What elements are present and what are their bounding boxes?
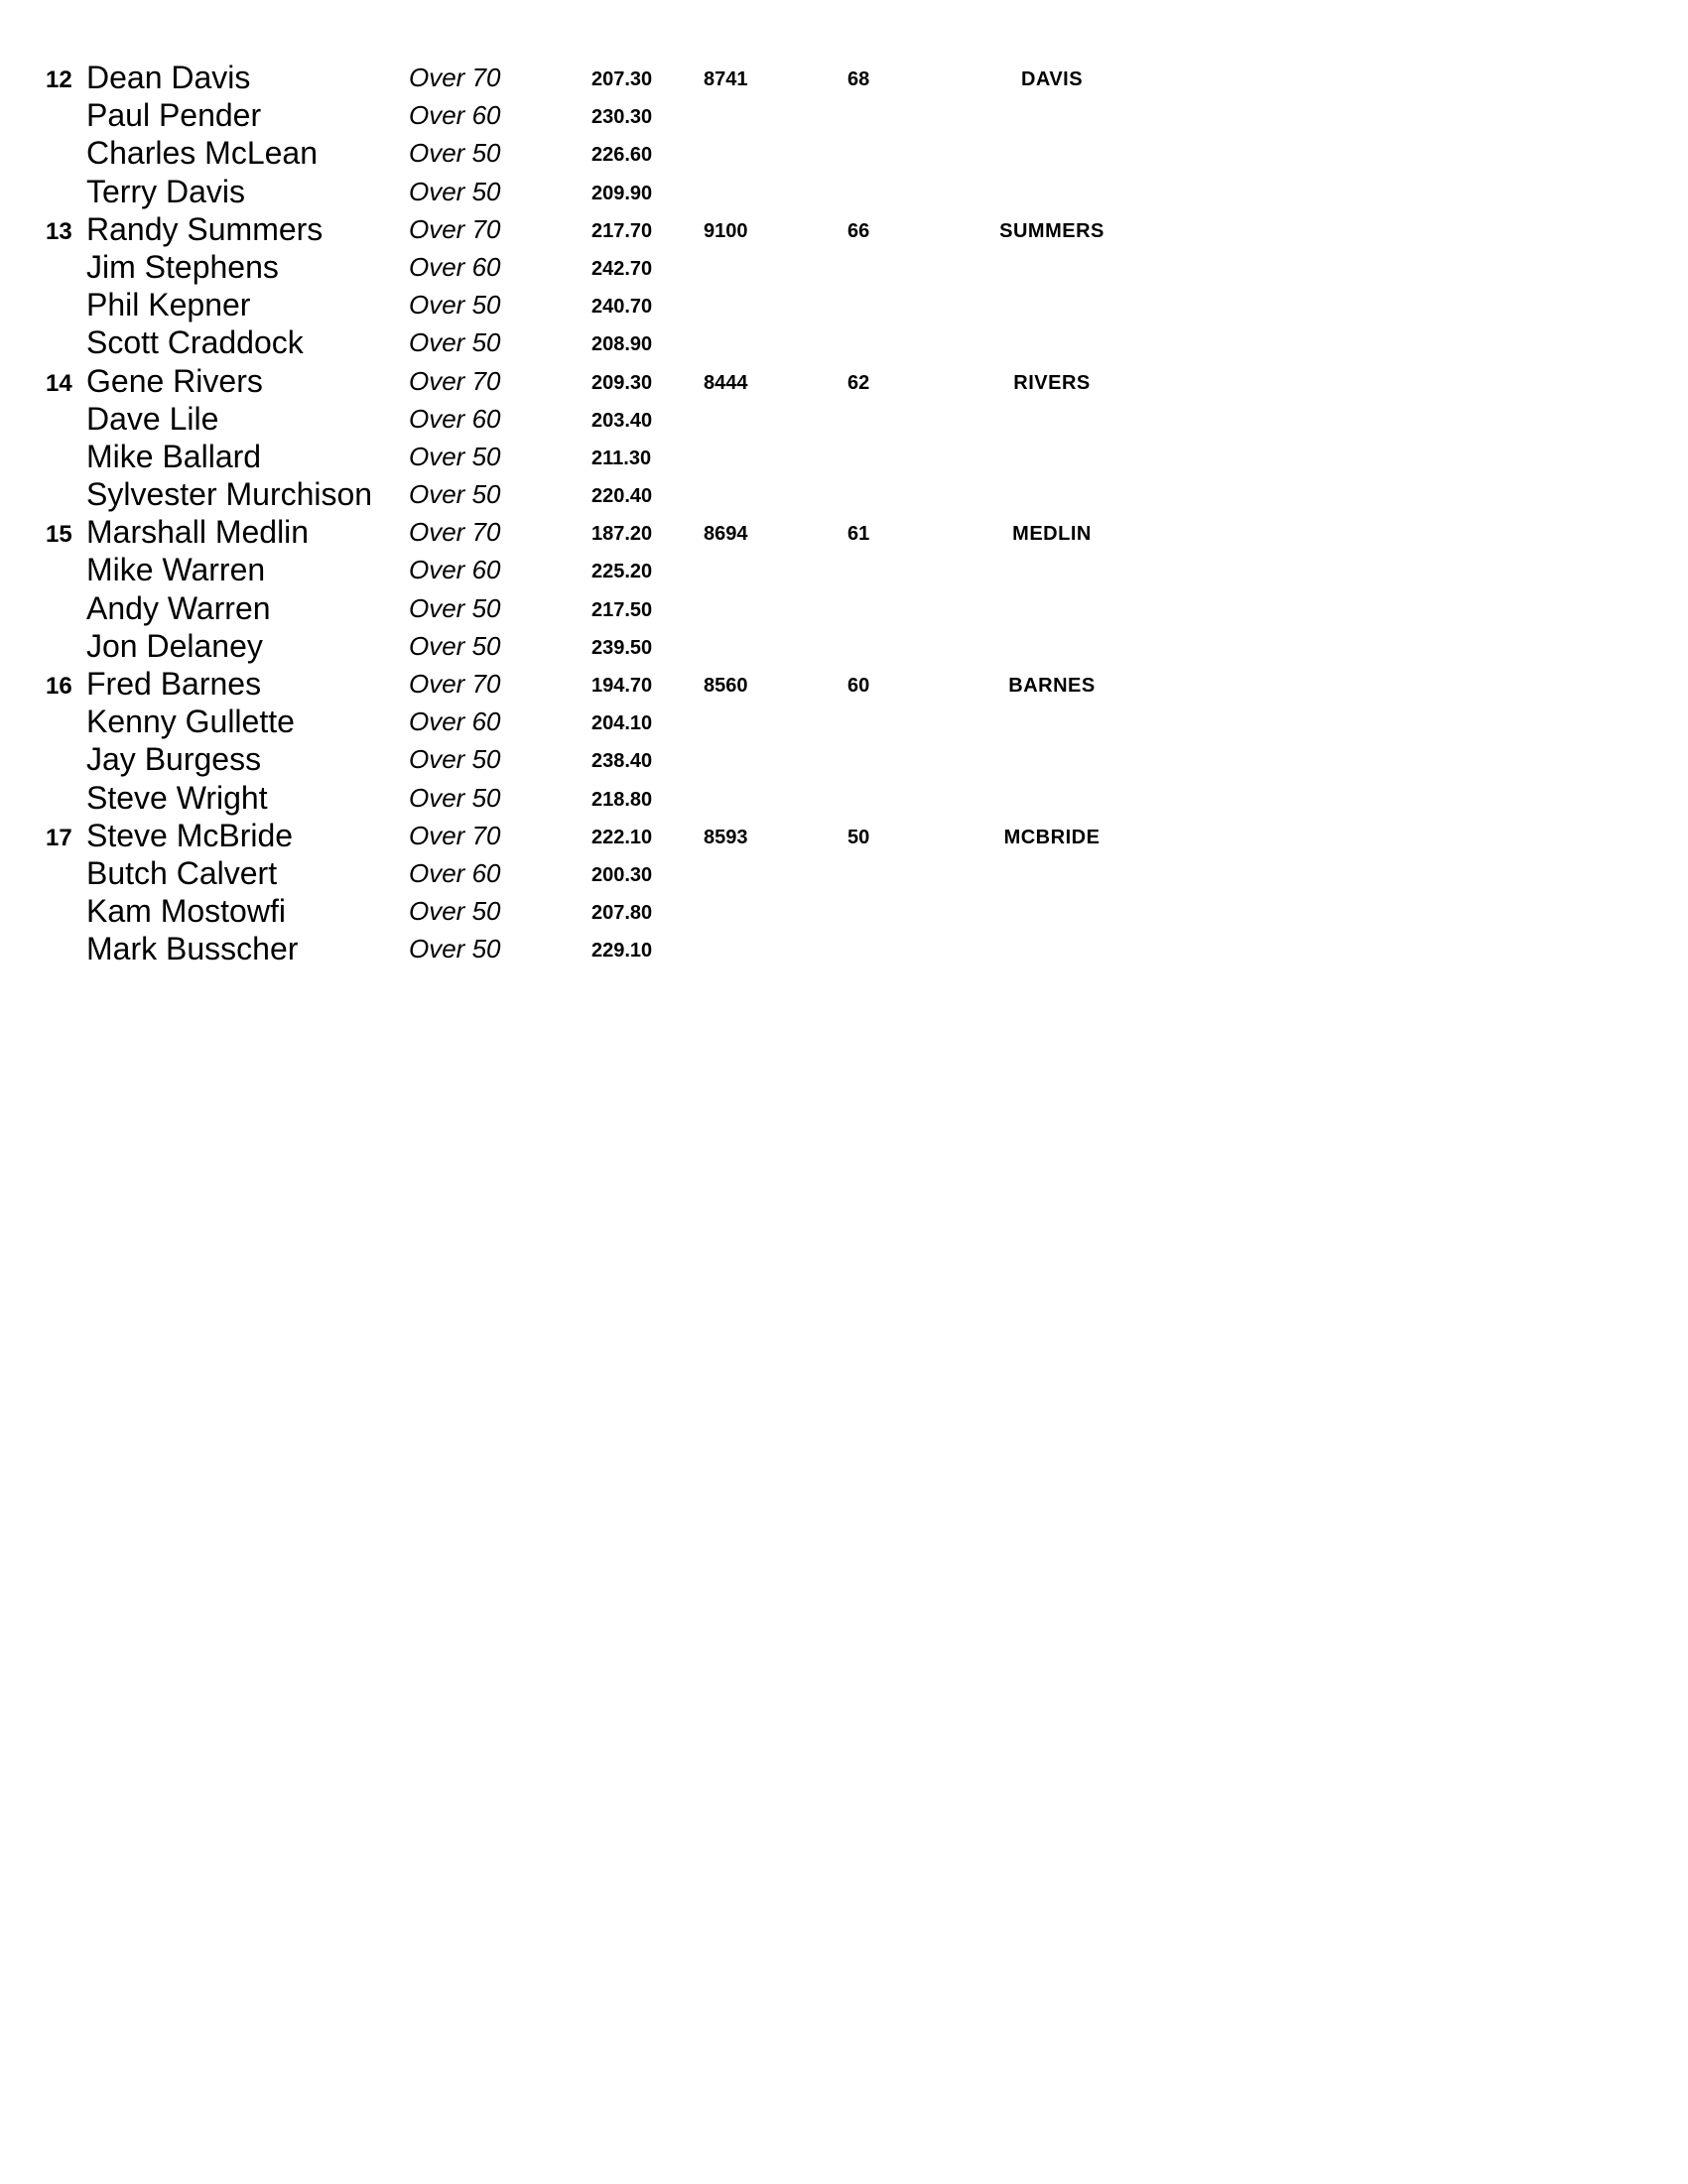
age-category: Over 50 xyxy=(409,896,501,927)
player-score: 207.30 xyxy=(591,68,653,90)
age-category: Over 50 xyxy=(409,630,501,661)
player-score: 200.30 xyxy=(591,863,653,886)
player-name: Butch Calvert xyxy=(86,854,278,891)
age-category: Over 50 xyxy=(409,327,501,358)
player-name: Mark Busscher xyxy=(86,931,299,967)
team-member-row xyxy=(0,628,1688,666)
player-score: 211.30 xyxy=(591,447,652,469)
team-member-row xyxy=(0,741,1688,779)
player-name: Jon Delaney xyxy=(86,627,263,664)
age-category: Over 70 xyxy=(409,820,501,850)
team-rank: 17 xyxy=(46,824,72,851)
player-score: 222.10 xyxy=(591,826,653,848)
age-category: Over 50 xyxy=(409,441,501,471)
team-total: 8560 xyxy=(704,675,748,697)
team-member-row xyxy=(0,97,1688,135)
team-lead-row: 12 Dean Davis Over 70 207.30 8741 68 DAVIS xyxy=(46,60,1084,95)
player-name: Jim Stephens xyxy=(86,248,279,285)
player-name: Mike Ballard xyxy=(86,438,262,474)
player-score: 240.70 xyxy=(591,296,653,319)
team-member-row xyxy=(0,401,1688,439)
player-score: 230.30 xyxy=(591,106,653,129)
team-member-row xyxy=(0,287,1688,324)
age-category: Over 50 xyxy=(409,138,501,169)
age-category: Over 60 xyxy=(409,857,501,888)
player-score: 242.70 xyxy=(591,257,653,280)
team-points: 68 xyxy=(847,68,870,90)
player-name: Dean Davis xyxy=(86,60,251,95)
team-points: 50 xyxy=(847,826,870,848)
player-score: 208.90 xyxy=(591,333,653,356)
age-category: Over 70 xyxy=(409,63,501,92)
player-score: 207.80 xyxy=(591,902,653,925)
player-name: Mike Warren xyxy=(86,552,266,588)
team-lead-row: 17 Steve McBride Over 70 222.10 8593 50 MCBRIDE xyxy=(46,817,1101,853)
player-name: Gene Rivers xyxy=(86,362,263,399)
player-name: Marshall Medlin xyxy=(86,514,310,551)
player-score: 239.50 xyxy=(591,636,653,659)
team-member-row xyxy=(0,249,1688,287)
player-name: Fred Barnes xyxy=(86,666,262,702)
player-score: 203.40 xyxy=(591,409,653,432)
player-score: 204.10 xyxy=(591,712,653,735)
team-member-row xyxy=(0,780,1688,818)
player-score: 217.70 xyxy=(591,219,653,242)
age-category: Over 70 xyxy=(409,517,501,548)
team-points: 60 xyxy=(847,675,870,697)
age-category: Over 60 xyxy=(409,555,501,585)
team-rank: 16 xyxy=(46,673,72,700)
team-member-row xyxy=(0,174,1688,211)
player-score: 220.40 xyxy=(591,485,653,508)
team-member-row xyxy=(0,552,1688,589)
team-lead-row: 16 Fred Barnes Over 70 194.70 8560 60 BARNES xyxy=(46,666,1096,702)
age-category: Over 50 xyxy=(409,782,501,813)
player-score: 226.60 xyxy=(591,144,653,167)
age-category: Over 60 xyxy=(409,403,501,434)
player-score: 209.90 xyxy=(591,182,653,204)
player-score: 225.20 xyxy=(591,561,653,583)
player-name: Paul Pender xyxy=(86,97,262,134)
player-score: 187.20 xyxy=(591,523,653,546)
age-category: Over 50 xyxy=(409,479,501,510)
player-score: 238.40 xyxy=(591,750,653,773)
team-points: 61 xyxy=(847,523,870,546)
team-total: 8741 xyxy=(704,68,748,90)
player-score: 229.10 xyxy=(591,940,653,963)
age-category: Over 50 xyxy=(409,290,501,321)
player-name: Charles McLean xyxy=(86,135,318,172)
team-member-row xyxy=(0,893,1688,931)
player-score: 209.30 xyxy=(591,371,653,394)
team-total: 8444 xyxy=(704,371,748,394)
player-name: Dave Lile xyxy=(86,400,219,437)
age-category: Over 60 xyxy=(409,707,501,737)
team-total: 9100 xyxy=(704,219,748,242)
player-name: Phil Kepner xyxy=(86,287,251,323)
team-points: 62 xyxy=(847,371,870,394)
player-name: Kenny Gullette xyxy=(86,704,295,740)
player-name: Andy Warren xyxy=(86,589,271,626)
age-category: Over 50 xyxy=(409,744,501,775)
player-name: Steve McBride xyxy=(86,817,294,853)
team-lead-row: 13 Randy Summers Over 70 217.70 9100 66 SUMMERS xyxy=(46,210,1104,247)
team-member-row xyxy=(0,324,1688,362)
team-member-row xyxy=(0,135,1688,173)
age-category: Over 70 xyxy=(409,213,501,244)
age-category: Over 50 xyxy=(409,176,501,206)
team-rank: 12 xyxy=(46,66,72,93)
age-category: Over 70 xyxy=(409,669,501,699)
player-name: Terry Davis xyxy=(86,173,246,209)
team-member-row xyxy=(0,931,1688,968)
player-name: Steve Wright xyxy=(86,779,268,816)
player-name: Scott Craddock xyxy=(86,324,304,361)
player-name: Jay Burgess xyxy=(86,741,262,778)
team-lead-row: 15 Marshall Medlin Over 70 187.20 8694 61 MEDLIN xyxy=(46,514,1092,551)
standings-list xyxy=(0,60,1688,969)
age-category: Over 60 xyxy=(409,251,501,282)
player-name: Kam Mostowfi xyxy=(86,893,286,930)
team-lead-row: 14 Gene Rivers Over 70 209.30 8444 62 RIVERS xyxy=(46,362,1091,399)
age-category: Over 50 xyxy=(409,592,501,623)
team-member-row xyxy=(0,590,1688,628)
team-member-row xyxy=(0,476,1688,514)
player-name: Sylvester Murchison xyxy=(86,476,373,513)
team-total: 8694 xyxy=(704,523,748,546)
team-rank: 15 xyxy=(46,521,72,549)
team-member-row xyxy=(0,855,1688,893)
age-category: Over 70 xyxy=(409,365,501,396)
team-member-row xyxy=(0,704,1688,741)
team-member-row xyxy=(0,439,1688,476)
team-rank: 14 xyxy=(46,369,72,397)
player-score: 217.50 xyxy=(591,598,653,621)
player-name: Randy Summers xyxy=(86,210,324,247)
player-score: 218.80 xyxy=(591,788,653,811)
age-category: Over 50 xyxy=(409,934,501,964)
player-score: 194.70 xyxy=(591,675,653,697)
team-points: 66 xyxy=(847,219,870,242)
team-rank: 13 xyxy=(46,217,72,245)
team-total: 8593 xyxy=(704,826,748,848)
age-category: Over 60 xyxy=(409,100,501,131)
